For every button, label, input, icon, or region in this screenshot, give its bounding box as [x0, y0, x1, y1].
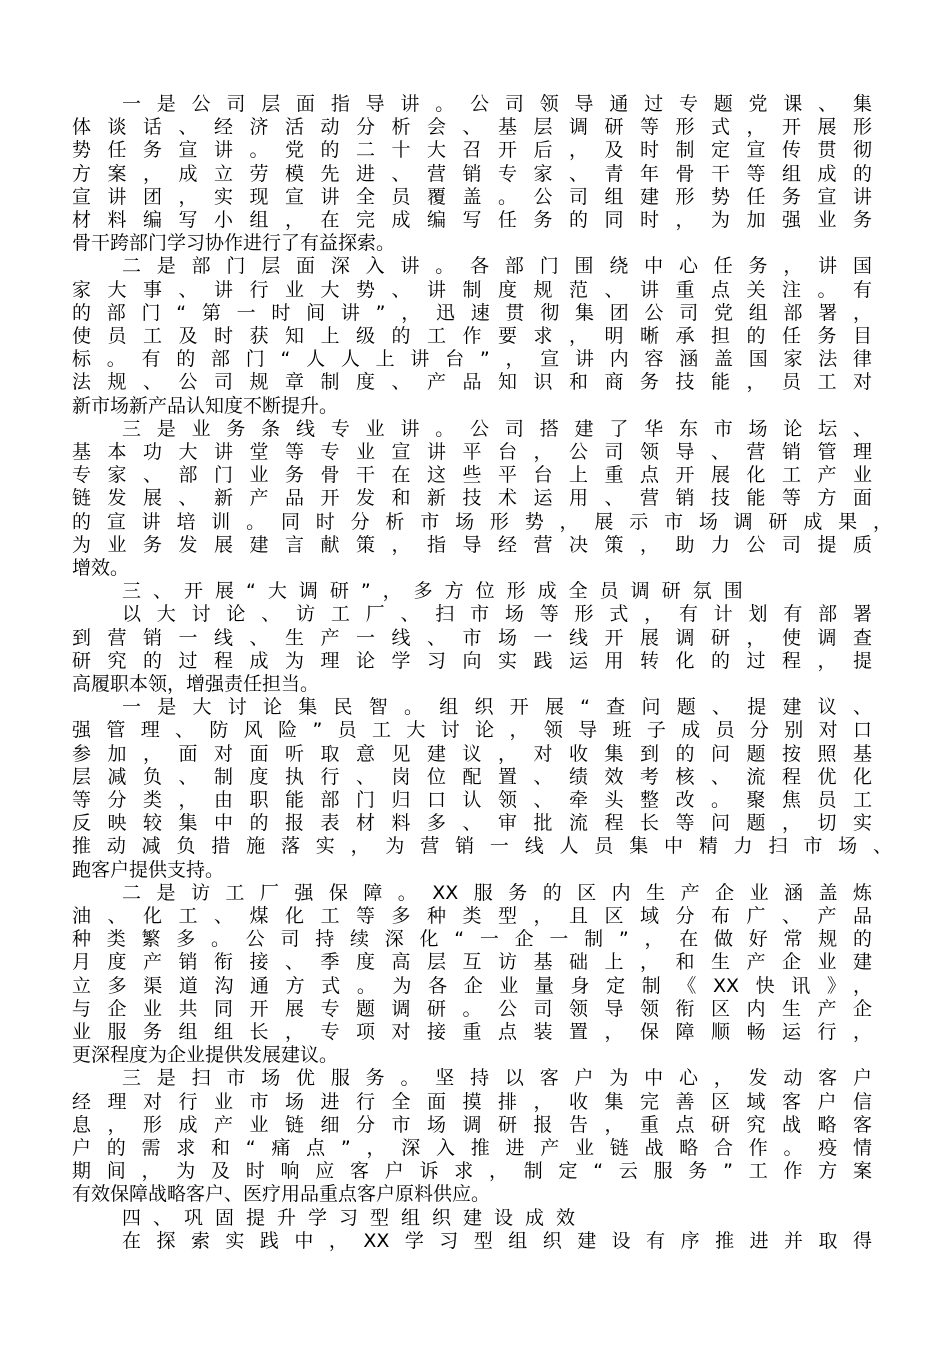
text-line: 推动减负措施落实，为营销一线人员集中精力扫市场、 — [72, 835, 892, 858]
text-line: 立多渠道沟通方式。为各企业量身定制《XX快讯》， — [72, 974, 872, 997]
text-line: 参加，面对面听取意见建议，对收集到的问题按照基 — [72, 742, 872, 765]
text-line: 经理对行业市场进行全面摸排，收集完善区域客户信 — [72, 1090, 872, 1113]
text-line: 有效保障战略客户、医疗用品重点客户原料供应。 — [72, 1183, 491, 1206]
text-line: 使员工及时获知上级的工作要求，明晰承担的任务目 — [72, 324, 872, 347]
text-line: 法规、公司规章制度、产品知识和商务技能，员工对 — [72, 371, 872, 394]
text-line: 强管理、防风险”员工大讨论，领导班子成员分别对口 — [72, 719, 872, 742]
text-line: 方案，成立劳模先进、营销专家、青年骨干等组成的 — [72, 162, 872, 185]
text-line: 种类繁多。公司持续深化“一企一制”，在做好常规的 — [72, 928, 872, 951]
text-line: 宣讲团，实现宣讲全员覆盖。公司组建形势任务宣讲 — [72, 185, 872, 208]
text-line: 跑客户提供支持。 — [72, 858, 225, 881]
text-line: 增效。 — [72, 556, 130, 579]
paragraph-business-line — [72, 417, 892, 580]
text-line: 一是公司层面指导讲。公司领导通过专题党课、集 — [122, 93, 872, 115]
text-line: 月度产销衔接、季度高层互访基础上，和生产企业建 — [72, 951, 872, 974]
text-line: 在探索实践中，XX学习型组织建设有序推进并取得 — [122, 1229, 872, 1252]
paragraph-discussion — [72, 696, 892, 882]
text-line: 新市场新产品认知度不断提升。 — [72, 394, 339, 417]
paragraph-learning-org — [72, 1230, 872, 1253]
text-line: 二是部门层面深入讲。各部门围绕中心任务，讲国 — [122, 255, 872, 278]
text-line: 骨干跨部门学习协作进行了有益探索。 — [72, 232, 396, 255]
text-line: 三是扫市场优服务。坚持以客户为中心，发动客户 — [122, 1067, 872, 1090]
text-line: 更深程度为企业提供发展建议。 — [72, 1044, 339, 1067]
paragraph-department-level — [72, 255, 872, 417]
text-line: 材料编写小组，在完成编写任务的同时，为加强业务 — [72, 208, 872, 231]
text-line: 以大讨论、访工厂、扫市场等形式，有计划有部署 — [122, 603, 872, 626]
text-line: 的部门“第一时间讲”，迅速贯彻集团公司党组部署， — [72, 301, 872, 324]
paragraph-market-service — [72, 1067, 872, 1206]
text-line: 基本功大讲堂等专业宣讲平台，公司领导、营销管理 — [72, 440, 872, 463]
section-heading-line: 三、开展“大调研”，多方位形成全员调研氛围 — [122, 580, 755, 603]
paragraph-big-research-intro — [72, 603, 872, 696]
section-heading-4 — [72, 1207, 872, 1230]
section-heading-3 — [72, 580, 872, 603]
text-line: 专家、部门业务骨干在这些平台上重点开展化工产业 — [72, 464, 872, 487]
text-line: 三是业务条线专业讲。公司搭建了华东市场论坛、 — [122, 417, 872, 440]
text-line: 链发展、新产品开发和新技术运用、营销技能等方面 — [72, 487, 872, 510]
text-line: 期间，为及时响应客户诉求，制定“云服务”工作方案 — [72, 1160, 872, 1183]
paragraph-company-level — [72, 93, 872, 255]
text-line: 研究的过程成为理论学习向实践运用转化的过程，提 — [72, 649, 872, 672]
text-line: 户的需求和“痛点”，深入推进产业链战略合作。疫情 — [72, 1136, 872, 1159]
text-line: 层减负、制度执行、岗位配置、绩效考核、流程优化 — [72, 765, 872, 788]
text-line: 高履职本领，增强责任担当。 — [72, 672, 320, 695]
text-line: 等分类，由职能部门归口认领、牵头整改。聚焦员工 — [72, 788, 872, 811]
text-line: 为业务发展建言献策，指导经营决策，助力公司提质 — [72, 533, 872, 556]
text-line: 息，形成产业链细分市场调研报告，重点研究战略客 — [72, 1113, 872, 1136]
text-line: 业服务组组长，专项对接重点装置，保障顺畅运行， — [72, 1020, 872, 1043]
text-line: 的宣讲培训。同时分析市场形势，展示市场调研成果， — [72, 510, 892, 533]
section-heading-line: 四、巩固提升学习型组织建设成效 — [122, 1206, 588, 1229]
paragraph-factory-visit — [72, 882, 872, 1068]
text-line: 反映较集中的报表材料多、审批流程长等问题，切实 — [72, 812, 872, 835]
text-line: 势任务宣讲。党的二十大召开后，及时制定宣传贯彻 — [72, 139, 872, 162]
text-line: 油、化工、煤化工等多种类型，且区域分布广、产品 — [72, 904, 872, 927]
text-line: 体谈话、经济活动分析会、基层调研等形式，开展形 — [72, 116, 872, 139]
text-line: 家大事、讲行业大势、讲制度规范、讲重点关注。有 — [72, 278, 872, 301]
text-line: 到营销一线、生产一线、市场一线开展调研，使调查 — [72, 626, 872, 649]
text-line: 标。有的部门“人人上讲台”，宣讲内容涵盖国家法律 — [72, 348, 872, 371]
text-line: 二是访工厂强保障。XX服务的区内生产企业涵盖炼 — [122, 881, 872, 904]
text-line: 与企业共同开展专题调研。公司领导领衔区内生产企 — [72, 997, 872, 1020]
text-line: 一是大讨论集民智。组织开展“查问题、提建议、 — [122, 696, 872, 719]
